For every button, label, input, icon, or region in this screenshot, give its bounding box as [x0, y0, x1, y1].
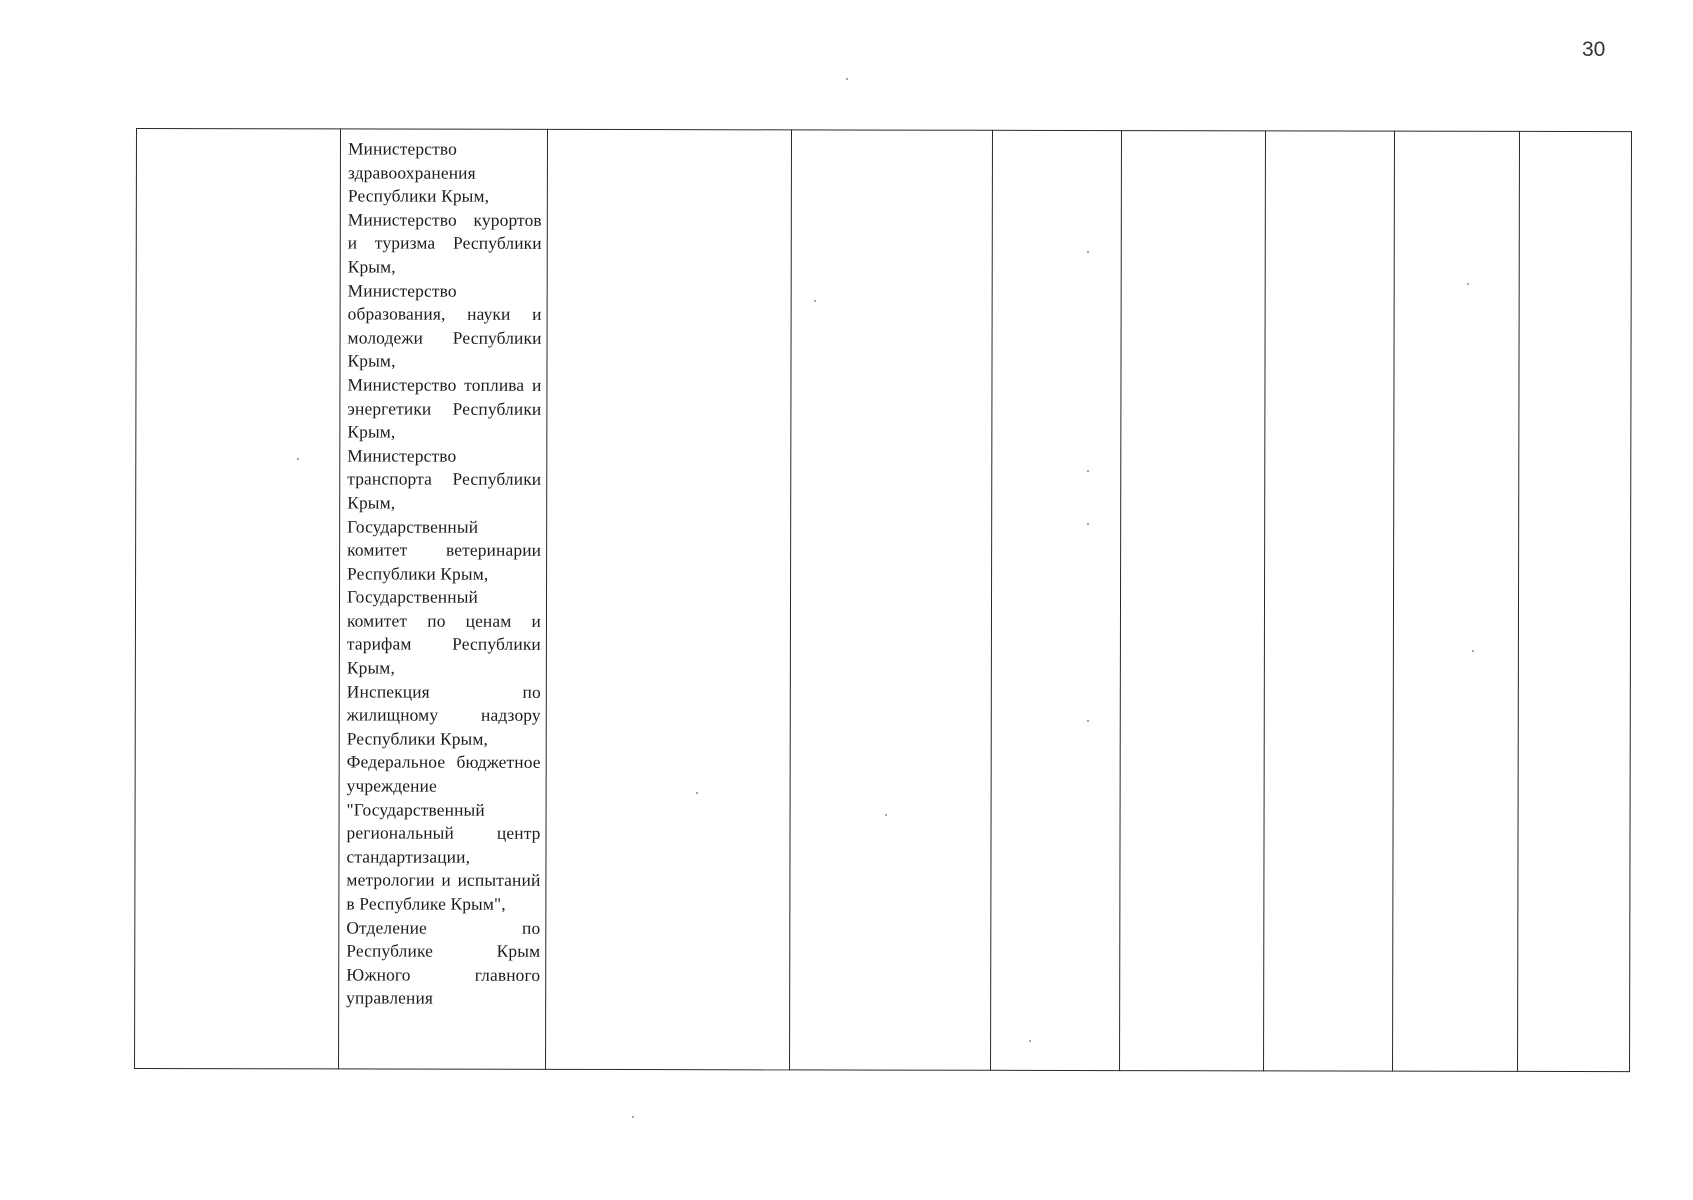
table-cell-col-4 [790, 130, 993, 1070]
table-cell-responsible-agencies [339, 129, 548, 1069]
scan-speck [696, 792, 698, 794]
scan-speck [632, 1116, 634, 1118]
table-cell-col-1 [135, 129, 341, 1069]
table-cell-col-9 [1518, 131, 1632, 1071]
scan-speck [1472, 650, 1474, 652]
table-row [135, 129, 1632, 1072]
scan-speck [1029, 1040, 1031, 1042]
scan-speck [1467, 283, 1469, 285]
table-cell-col-5 [991, 130, 1122, 1070]
table-cell-col-7 [1264, 131, 1395, 1071]
scan-speck [814, 300, 816, 302]
scan-speck [846, 78, 848, 80]
scan-speck [1087, 523, 1089, 525]
page-number: 30 [1582, 38, 1606, 61]
scan-speck [1087, 720, 1089, 722]
responsible-agencies-text: Министерство здравоохранения Республики Крым, Министерство курортов и туризма Республики Крым, Министерство образования, науки и молодежи Республики Крым, Министерство топлива и энергетики Республики Крым, Министерство транспорта Республики Крым, Государственный комитет ветеринарии Республики Крым, Государственный комитет по ценам и тарифам Республики Крым, Инспекция по жилищному надзору Республики Крым, Федеральное бюджетное учреждение "Государственный региональный центр стандартизации, метрологии и испытаний в Республике Крым", Отделение по Республике Крым Южного главного управления [346, 138, 542, 1008]
scan-speck [885, 814, 887, 816]
table-cell-col-6 [1120, 131, 1266, 1071]
table-cell-col-3 [546, 129, 792, 1070]
scan-speck [297, 458, 299, 460]
scan-speck [1087, 470, 1089, 472]
table-cell-col-8 [1393, 131, 1520, 1071]
continuation-table [134, 128, 1632, 1072]
scan-speck [1087, 251, 1089, 253]
